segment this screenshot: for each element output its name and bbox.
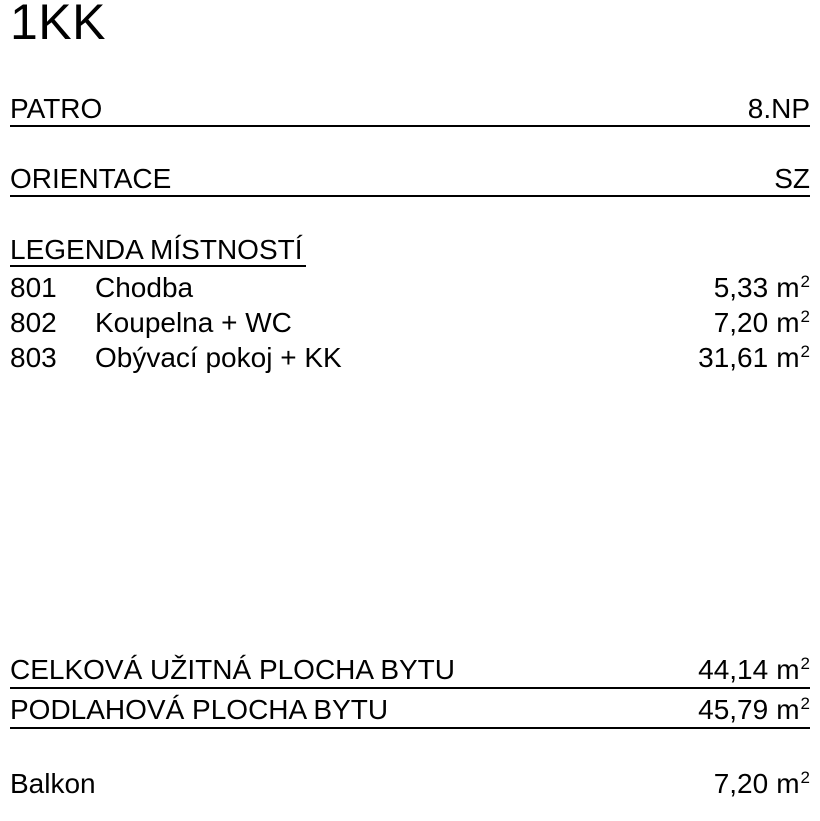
balcony-label: Balkon (10, 768, 96, 799)
room-area: 5,33 $m^2$ (713, 272, 810, 304)
square-meter-unit: $m^2$ (776, 272, 810, 304)
orientation-row (10, 164, 810, 197)
square-meter-unit: $m^2$ (776, 654, 810, 685)
square-meter-unit: $m^2$ (776, 341, 810, 373)
square-meter-unit: $m^2$ (776, 694, 810, 725)
room-row-803 (10, 340, 810, 375)
orientation-label: ORIENTACE (10, 163, 172, 194)
square-meter-unit: $m^2$ (776, 768, 810, 799)
floor-area-label: PODLAHOVÁ PLOCHA BYTU (10, 694, 389, 725)
legend-heading: LEGENDA MÍSTNOSTÍ (10, 234, 306, 267)
room-list (10, 271, 810, 375)
room-name: Koupelna + WC (95, 307, 292, 339)
room-area: 7,20 $m^2$ (713, 307, 810, 339)
balcony-row (10, 768, 810, 799)
floor-label: PATRO (10, 93, 103, 124)
total-usable-area-row (10, 655, 810, 689)
room-number: 803 (10, 341, 57, 373)
orientation-value: SZ (774, 163, 810, 194)
page-title: 1KK (10, 0, 107, 50)
room-area: 31,61 $m^2$ (698, 341, 810, 373)
balcony-value: 7,20 $m^2$ (713, 768, 810, 799)
room-name: Obývací pokoj + KK (95, 341, 342, 373)
room-name: Chodba (95, 272, 194, 304)
total-usable-area-value: 44,14 $m^2$ (698, 654, 810, 685)
room-row-801 (10, 271, 810, 306)
floor-area-row (10, 695, 810, 729)
room-number: 802 (10, 307, 57, 339)
square-meter-unit: $m^2$ (776, 307, 810, 339)
room-number: 801 (10, 272, 57, 304)
floor-row (10, 94, 810, 127)
floor-area-value: 45,79 $m^2$ (698, 694, 810, 725)
room-row-802 (10, 306, 810, 341)
floor-value: 8.NP (747, 93, 810, 124)
total-usable-area-label: CELKOVÁ UŽITNÁ PLOCHA BYTU (10, 654, 455, 685)
